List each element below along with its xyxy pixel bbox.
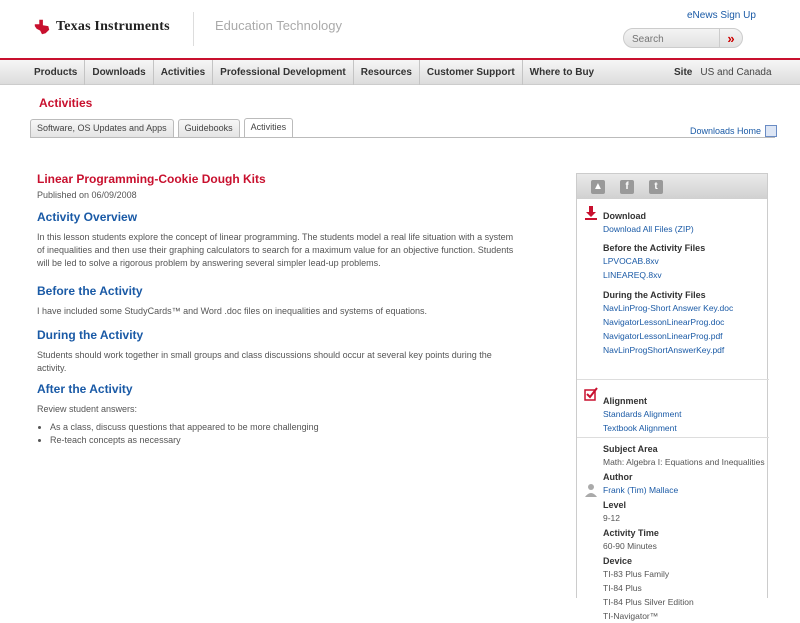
article <box>37 172 517 447</box>
publish-date: Published on 06/09/2008 <box>37 190 137 200</box>
before-files-heading: Before the Activity Files <box>603 243 706 253</box>
social-bar <box>577 174 767 199</box>
author-heading: Author <box>603 472 633 482</box>
nav-activities[interactable]: Activities <box>154 60 213 85</box>
search-input[interactable] <box>632 32 720 46</box>
logo-wordmark: Texas Instruments <box>56 19 170 34</box>
device-heading: Device <box>603 556 633 566</box>
tab-bar <box>30 119 297 138</box>
tab-software[interactable]: Software, OS Updates and Apps <box>30 119 174 137</box>
facebook-icon[interactable]: f <box>620 180 634 194</box>
overview-heading: Activity Overview <box>37 210 138 224</box>
file-link[interactable]: LINEAREQ.8xv <box>603 270 662 280</box>
before-text: I have included some StudyCards™ and Word .doc files on inequalities and systems of equations. <box>37 306 428 316</box>
download-all-link[interactable]: Download All Files (ZIP) <box>603 224 694 234</box>
device-item: TI-83 Plus Family <box>603 569 670 579</box>
tab-guidebooks[interactable]: Guidebooks <box>178 119 240 137</box>
downloads-home-label: Downloads Home <box>690 126 762 136</box>
during-heading: During the Activity <box>37 328 144 342</box>
file-link[interactable]: NavigatorLessonLinearProg.doc <box>603 317 725 327</box>
author-link[interactable]: Frank (Tim) Mallace <box>603 485 679 495</box>
twitter-icon[interactable]: t <box>649 180 663 194</box>
subject-heading: Subject Area <box>603 444 658 454</box>
nav-professional-development[interactable]: Professional Development <box>213 60 354 85</box>
site-header <box>0 0 800 58</box>
downloads-home-link[interactable] <box>690 125 777 137</box>
after-text: Review student answers: <box>37 404 138 414</box>
device-item: TI-84 Plus Silver Edition <box>603 597 694 607</box>
during-files-heading: During the Activity Files <box>603 290 706 300</box>
header-divider <box>193 12 194 46</box>
file-link[interactable]: NavLinProg-Short Answer Key.doc <box>603 303 734 313</box>
tab-underline <box>30 137 775 138</box>
device-item: TI-84 Plus <box>603 583 642 593</box>
time-value: 60-90 Minutes <box>603 541 657 551</box>
checkbox-checked-icon <box>584 387 598 401</box>
textbook-alignment-link[interactable]: Textbook Alignment <box>603 423 677 433</box>
main-nav <box>0 58 800 85</box>
site-value: US and Canada <box>700 67 772 78</box>
list-item: • Re-teach concepts as necessary <box>50 434 517 447</box>
home-icon <box>765 125 777 137</box>
site-selector[interactable] <box>674 60 772 85</box>
enews-signup-link[interactable]: eNews Sign Up <box>687 10 756 21</box>
after-heading: After the Activity <box>37 382 133 396</box>
texas-state-icon <box>33 18 51 36</box>
double-chevron-right-icon: » <box>727 30 735 46</box>
time-heading: Activity Time <box>603 528 659 538</box>
level-heading: Level <box>603 500 627 510</box>
subject-value: Math: Algebra I: Equations and Inequalities <box>603 457 765 467</box>
file-link[interactable]: NavigatorLessonLinearProg.pdf <box>603 331 723 341</box>
sidebar <box>576 173 768 621</box>
standards-alignment-link[interactable]: Standards Alignment <box>603 409 682 419</box>
sidebar-divider <box>577 379 769 380</box>
search-submit-button[interactable] <box>719 28 742 48</box>
alignment-heading: Alignment <box>603 396 647 406</box>
level-value: 9-12 <box>603 513 621 523</box>
overview-text: In this lesson students explore the concept of linear programming. The students model a real life situation with a system of inequalities and then use their graphing calculators to search for a maximum value for an objective function. Students will be led to solve a rigorous problem by answering several simpler lead-up problems. <box>37 232 514 268</box>
file-link[interactable]: NavLinProgShortAnswerKey.pdf <box>603 345 725 355</box>
ti-logo[interactable] <box>33 18 170 36</box>
nav-downloads[interactable]: Downloads <box>85 60 153 85</box>
download-icon <box>584 206 598 220</box>
sidebar-divider <box>577 437 769 438</box>
nav-customer-support[interactable]: Customer Support <box>420 60 523 85</box>
nav-products[interactable]: Products <box>27 60 85 85</box>
nav-where-to-buy[interactable]: Where to Buy <box>529 67 595 78</box>
header-tagline: Education Technology <box>215 18 342 33</box>
device-item: TI-Navigator™ <box>603 611 659 621</box>
page-title: Activities <box>39 96 93 110</box>
article-title: Linear Programming-Cookie Dough Kits <box>37 172 266 186</box>
download-heading: Download <box>603 211 646 221</box>
tab-activities[interactable]: Activities <box>244 118 294 138</box>
before-heading: Before the Activity <box>37 284 143 298</box>
during-text: Students should work together in small groups and class discussions should occur at several key points during the activity. <box>37 350 492 373</box>
thumbs-up-icon[interactable]: ▲ <box>591 180 605 194</box>
search-box <box>623 28 743 48</box>
person-icon <box>584 483 598 497</box>
list-item: • As a class, discuss questions that appeared to be more challenging <box>50 421 517 434</box>
site-label: Site <box>674 67 693 78</box>
nav-resources[interactable]: Resources <box>354 60 420 85</box>
file-link[interactable]: LPVOCAB.8xv <box>603 256 659 266</box>
after-bullet-list <box>37 421 517 447</box>
